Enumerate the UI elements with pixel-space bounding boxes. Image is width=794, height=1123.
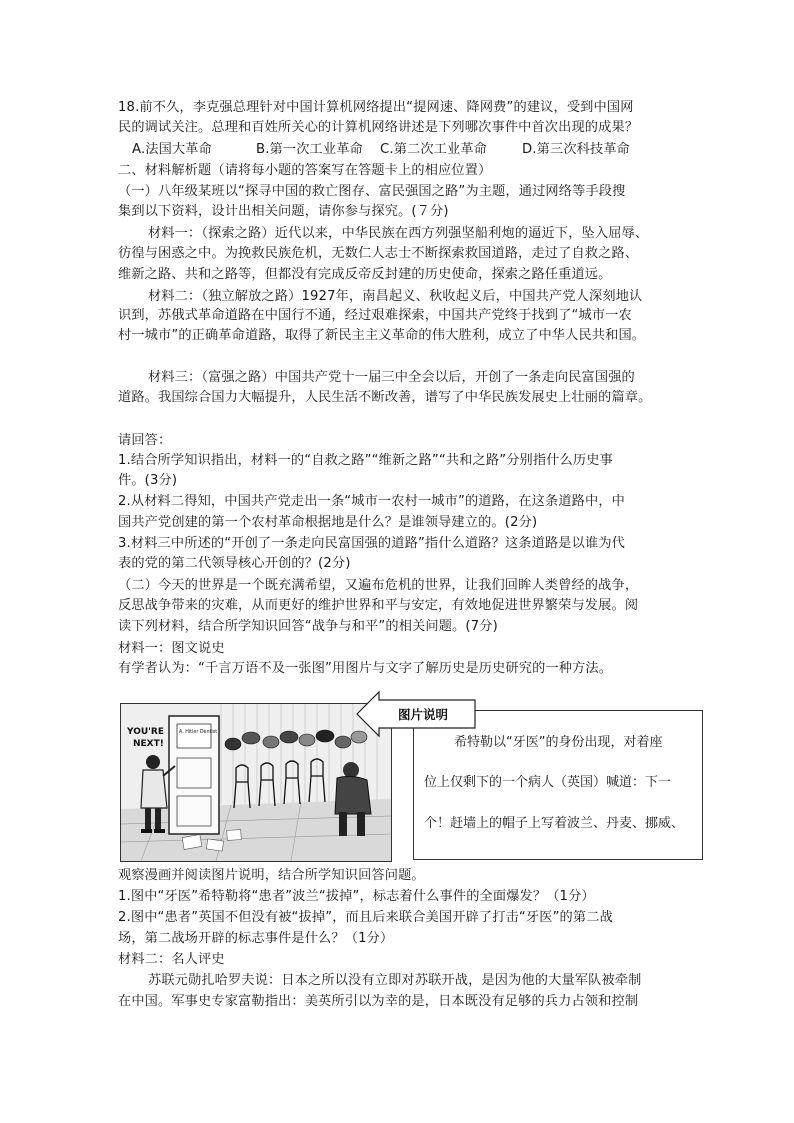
- material1-line1: 材料一：（探索之路）近代以来，中华民族在西方列强坚船利炮的逼近下，坠入屈辱、: [148, 226, 649, 241]
- after-figure-instruction: 观察漫画并阅读图片说明，结合所学知识回答问题。: [118, 868, 425, 883]
- question2-line1: 2.从材料二得知，中国共产党走出一条“城市一农村一城市”的道路，在这条道路中，中: [118, 494, 625, 509]
- q18-line2: 民的调试关注。总理和百姓所关心的计算机网络讲述是下列哪次事件中首次出现的成果？: [118, 120, 639, 135]
- question3-line1: 3.材料三中所述的“开创了一条走向民富国强的道路”指什么道路？这条道路是以谁为代: [118, 536, 625, 551]
- part2-line3: 读下列材料，结合所学知识回答“战争与和平”的相关问题。(7分): [118, 619, 498, 634]
- caption-line2: 位上仅剩下的一个病人（英国）喊道：下一: [424, 775, 672, 790]
- part2-line1: （二）今天的世界是一个既充满希望，又遍布危机的世界，让我们回眸人类曾经的战争，: [118, 578, 639, 593]
- material3-line2: 道路。我国综合国力大幅提升，人民生活不断改善，谱写了中华民族发展史上壮丽的篇章。: [118, 390, 652, 405]
- speech-youre: YOU'RE: [127, 727, 164, 737]
- option-b: B.第一次工业革命: [256, 142, 363, 157]
- option-c: C.第二次工业革命: [380, 142, 488, 157]
- q18-line1: 18.前不久，李克强总理针对中国计算机网络提出“提网速、降网费”的建议，受到中国网: [118, 100, 634, 115]
- callout-label: 图片说明: [398, 707, 449, 722]
- section2-heading: 二、材料解析题（请将每小题的答案写在答题卡上的相应位置）: [118, 163, 492, 178]
- material2-line1: 材料二：（独立解放之路）1927年，南昌起义、秋收起义后，中国共产党人深刻地认: [148, 289, 643, 304]
- question2-line2: 国共产党创建的第一个农村革命根据地是什么？是谁领导建立的。(2分): [118, 515, 538, 530]
- figure-callout: [355, 690, 495, 738]
- figure-question2-line1: 2.图中“患者”英国不但没有被“拔掉”，而且后来联合美国开辟了打击“牙医”的第二战: [118, 910, 613, 925]
- option-a: A.法国大革命: [132, 142, 212, 157]
- material2-line2: 识到，苏俄式革命道路在中国行不通，经过艰难探索，中国共产党终于找到了“城市一农: [118, 308, 632, 323]
- material2-text-line2: 在中国。军事史专家富勒指出：美英所引以为幸的是，日本既没有足够的兵力占领和控制: [118, 994, 639, 1009]
- material2-line3: 村一城市”的正确革命道路，取得了新民主主义革命的伟大胜利，成立了中华人民共和国。: [118, 328, 646, 343]
- ask-label: 请回答：: [118, 433, 172, 448]
- cartoon-drawing: [121, 704, 391, 861]
- material2-title: 材料二：名人评史: [118, 952, 225, 967]
- question3-line2: 表的党的第二代领导核心开创的？(2分): [118, 556, 351, 571]
- material1-line2: 彷徨与困惑之中。为挽救民族危机，无数仁人志士不断探索救国道路，走过了自救之路、: [118, 246, 639, 261]
- figure-question2-line2: 场，第二战场开辟的标志事件是什么？（1分）: [118, 931, 394, 946]
- material1-text: 有学者认为：“千言万语不及一张图”用图片与文字了解历史是历史研究的一种方法。: [118, 661, 613, 676]
- part1-intro-2: 集到以下资料，设计出相关问题，请你参与探究。(７分): [118, 204, 449, 219]
- caption-line3: 个！赶墙上的帽子上写着波兰、丹麦、挪威、: [424, 816, 685, 831]
- material1-title: 材料一：图文说史: [118, 641, 225, 656]
- q18-options: [132, 141, 630, 159]
- material1-line3: 维新之路、共和之路等，但都没有完成反帝反封建的历史使命，探索之路任重道远。: [118, 267, 612, 282]
- figure-question1: 1.图中“牙医”希特勒将“患者”波兰“拔掉”，标志着什么事件的全面爆发？（1分）: [118, 889, 595, 904]
- material2-text-line1: 苏联元勋扎哈罗夫说：日本之所以没有立即对苏联开战，是因为他的大量军队被牵制: [148, 973, 642, 988]
- door-sign: A. Hitler Dentist: [179, 730, 218, 735]
- part1-intro-1: （一）八年级某班以“探寻中国的救亡图存、富民强国之路”为主题，通过网络等手段搜: [118, 184, 626, 199]
- speech-next: NEXT!: [133, 739, 164, 749]
- option-d: D.第三次科技革命: [522, 142, 631, 157]
- material3-line1: 材料三：（富强之路）中国共产党十一届三中全会以后，开创了一条走向民富国强的: [148, 370, 635, 385]
- question1-line1: 1.结合所学知识指出，材料一的“自救之路”“维新之路”“共和之路”分别指什么历史事: [118, 453, 613, 468]
- hitler-dentist-cartoon: [120, 703, 392, 862]
- caption-line1: 希特勒以“牙医”的身份出现，对着座: [454, 735, 663, 750]
- question1-line2: 件。(3分): [118, 473, 178, 488]
- part2-line2: 反思战争带来的灾难，从而更好的维护世界和平与安定，有效地促进世界繁荣与发展。阅: [118, 598, 639, 613]
